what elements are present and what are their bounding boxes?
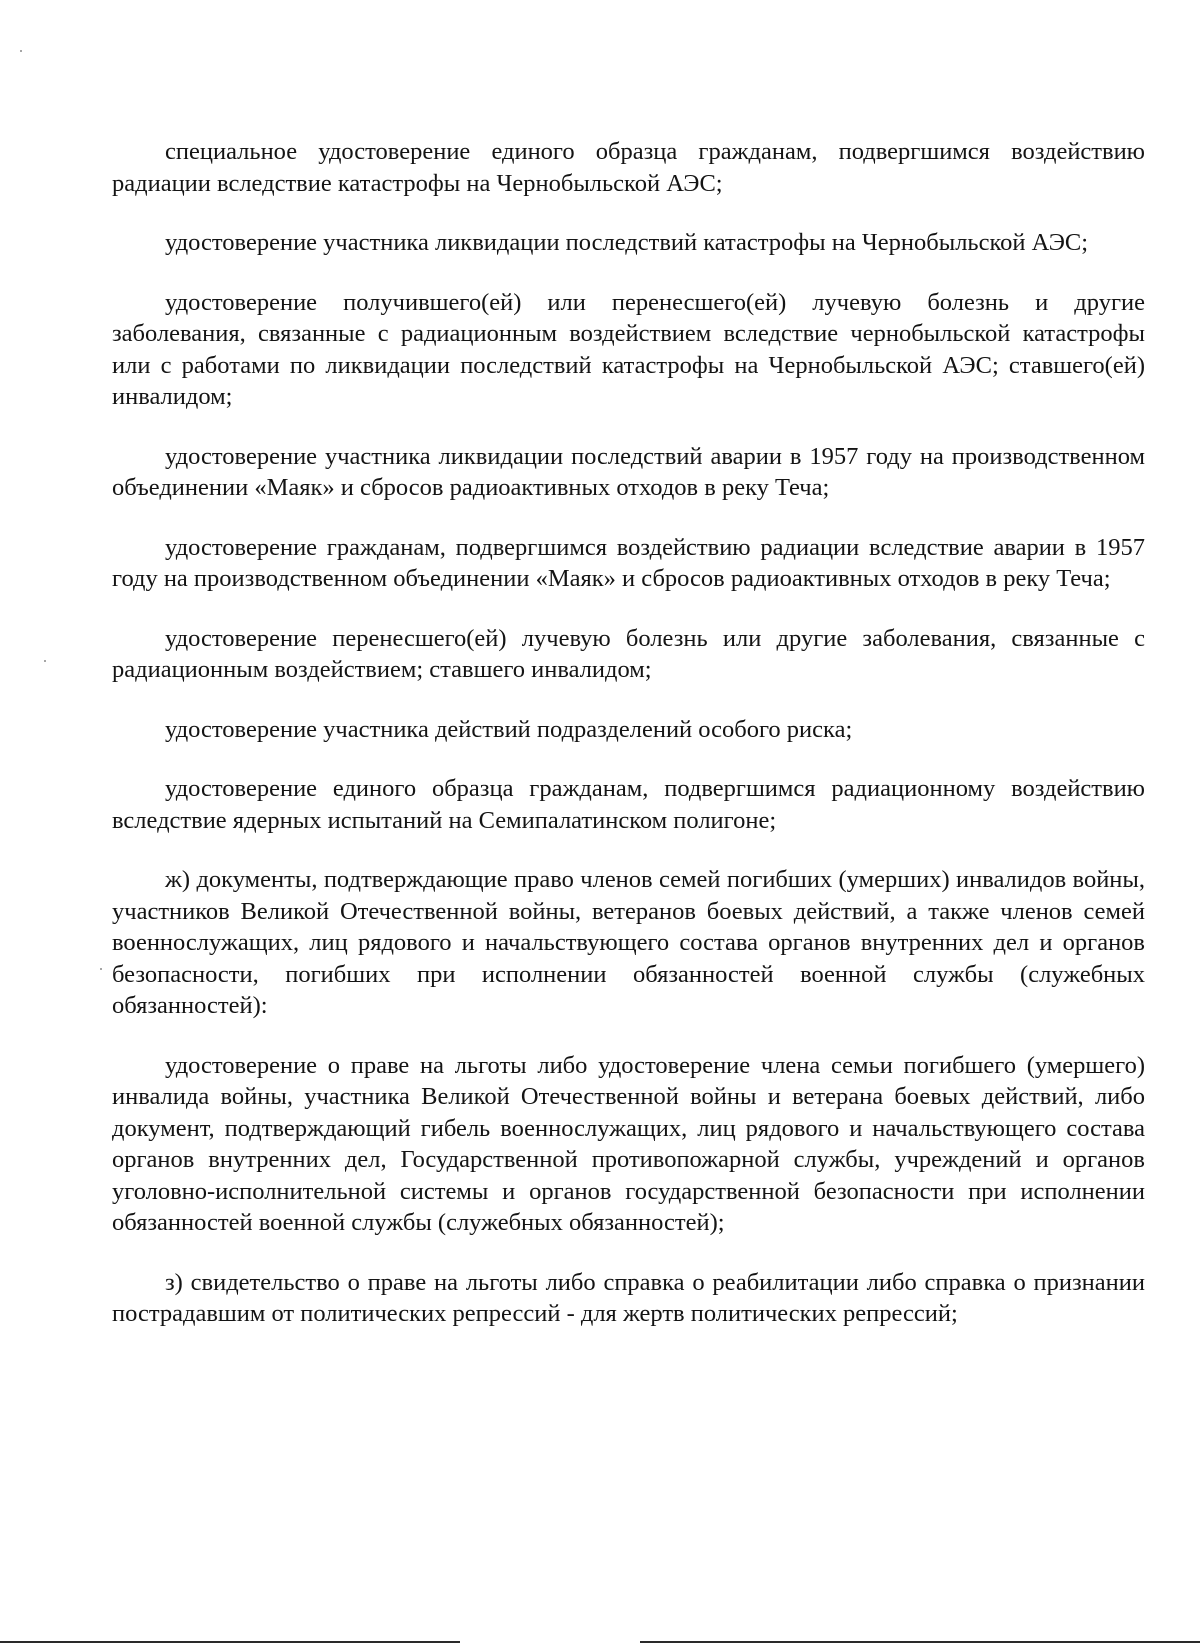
paragraph-chernobyl-liquidator-certificate: удостоверение участника ликвидации последствий катастрофы на Чернобыльской АЭС; xyxy=(165,229,1089,256)
scan-speck xyxy=(20,50,22,52)
paragraph-family-benefits-certificate: удостоверение о праве на льготы либо удостоверение члена семьи погибшего (умершего) инвалида войны, участника Великой Отечественной войны и ветерана боевых действий, либо документ, подтверждающий гибель военнослужащих, лиц рядового и начальствующего состава органов внутренних дел, Государственной противопожарной службы, учреждений и органов уголовно-исполнительной системы и органов государственной безопасности при исполнении обязанностей военной службы (служебных обязанностей); xyxy=(112,1051,1145,1236)
scan-speck xyxy=(100,968,102,970)
paragraph-semipalatinsk-certificate: удостоверение единого образца гражданам, подвергшимся радиационному воздействию вследствие ядерных испытаний на Семипалатинском полигоне; xyxy=(112,775,1145,834)
paragraph-special-risk-certificate: удостоверение участника действий подразделений особого риска; xyxy=(165,715,853,743)
paragraph-item-z: з) свидетельство о праве на льготы либо справка о реабилитации либо справка о признании пострадавшим от политических репрессий - для жертв политических репрессий; xyxy=(112,1268,1145,1327)
paragraph-mayak-liquidator-certificate: удостоверение участника ликвидации последствий аварии в 1957 году на производственном объединении «Маяк» и сбросов радиоактивных отходов в реку Теча; xyxy=(112,442,1145,501)
paragraph-radiation-sickness-certificate: удостоверение получившего(ей) или перенесшего(ей) лучевую болезнь и другие заболевания, связанные с радиационным воздействием вследствие чернобыльской катастрофы или с работами по ликвидации последствий катастрофы на Чернобыльской АЭС; ставшего(ей) инвалидом; xyxy=(112,288,1145,410)
paragraph-mayak-exposure-certificate: удостоверение гражданам, подвергшимся воздействию радиации вследствие аварии в 1957 году на производственном объединении «Маяк» и сбросов радиоактивных отходов в реку Теча; xyxy=(112,533,1145,592)
bottom-scan-edge-left xyxy=(0,1641,460,1643)
paragraph-item-zh: ж) документы, подтверждающие право членов семей погибших (умерших) инвалидов войны, участников Великой Отечественной войны, ветеранов боевых действий, а также членов семей военнослужащих, лиц рядового и начальствующего состава органов внутренних дел и органов безопасности, погибших при исполнении обязанностей военной службы (служебных обязанностей): xyxy=(112,866,1145,1019)
bottom-scan-edge-right xyxy=(640,1641,1200,1643)
document-body xyxy=(112,136,1145,1358)
paragraph-radiation-disability-certificate: удостоверение перенесшего(ей) лучевую болезнь или другие заболевания, связанные с радиационным воздействием; ставшего инвалидом; xyxy=(112,624,1145,683)
scan-speck xyxy=(44,660,46,662)
paragraph-chernobyl-special-certificate: специальное удостоверение единого образца гражданам, подвергшимся воздействию радиации вследствие катастрофы на Чернобыльской АЭС; xyxy=(112,138,1145,197)
